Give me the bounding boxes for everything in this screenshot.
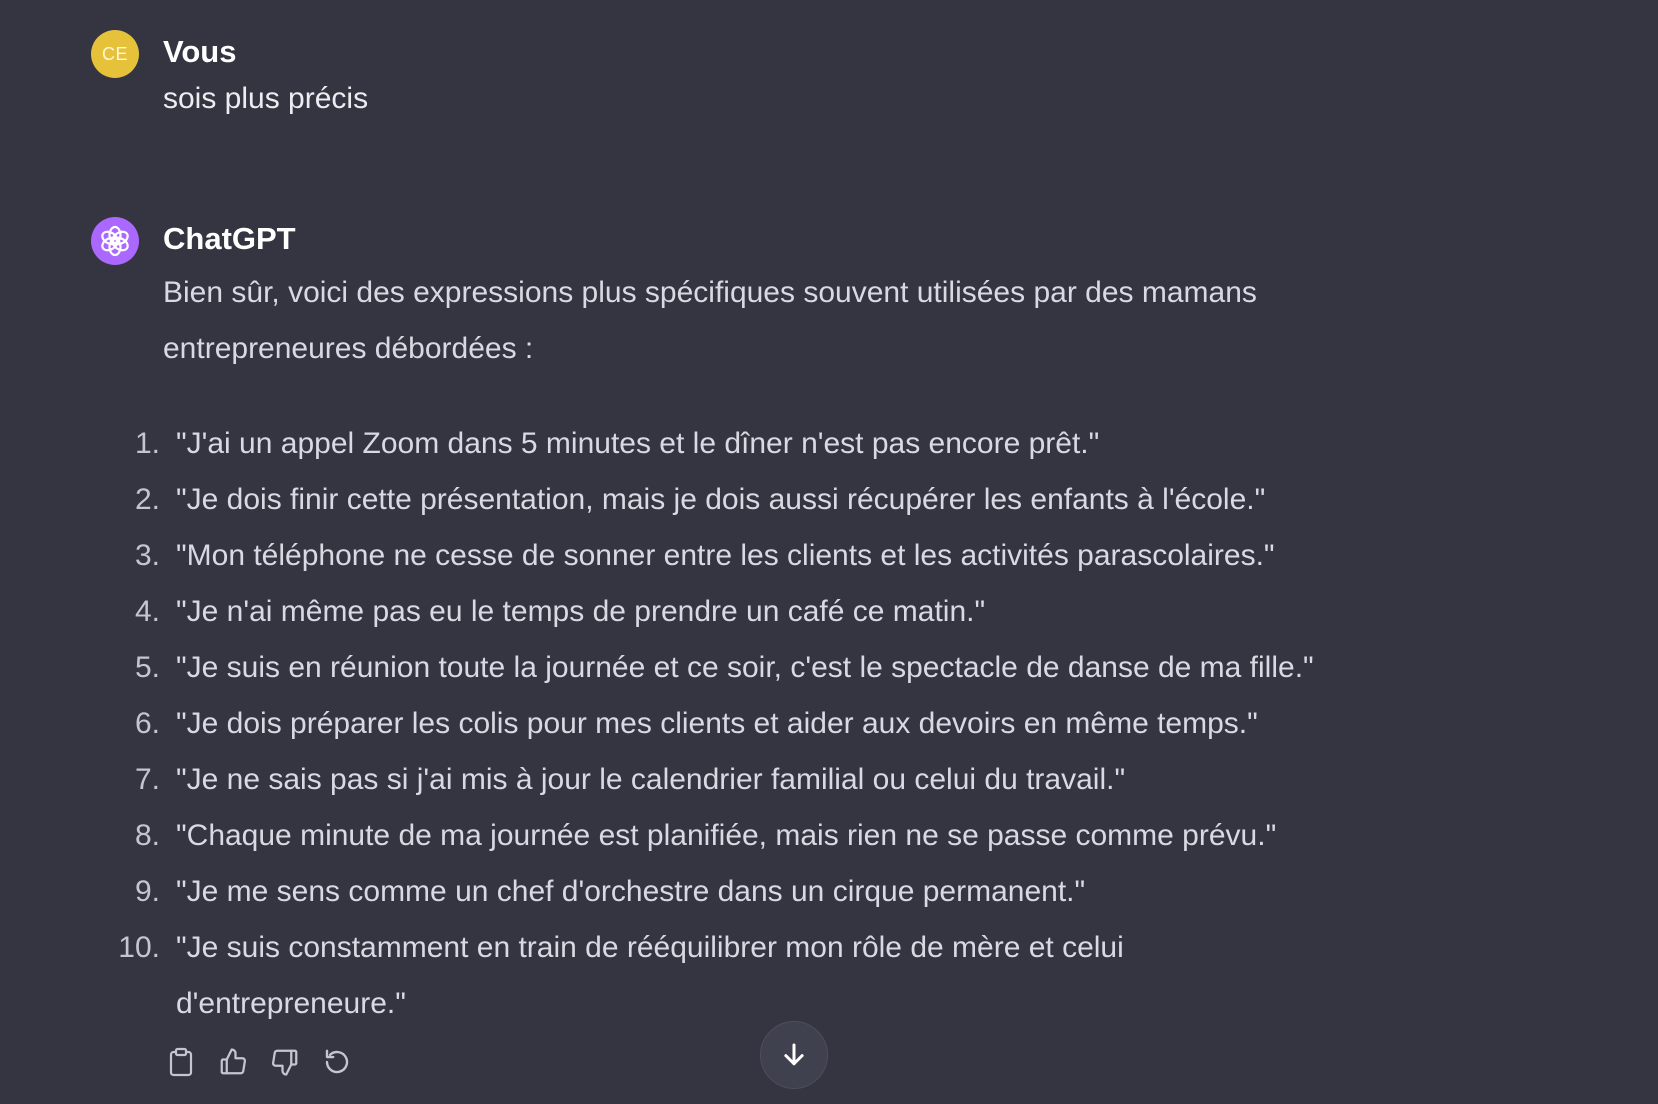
thumbs-down-button[interactable] [267,1044,303,1080]
list-item-number: 8. [134,819,160,852]
assistant-intro-text: Bien sûr, voici des expressions plus spécifiques souvent utilisées par des mamans entrepreneures débordées : [163,276,1257,365]
regenerate-button[interactable] [319,1044,355,1080]
list-item-text: "Je me sens comme un chef d'orchestre dans un cirque permanent." [176,875,1086,908]
user-author-name: Vous [163,34,237,69]
user-message-text: sois plus précis [163,82,369,115]
list-item-text: "Je suis constamment en train de rééquilibrer mon rôle de mère et celui d'entrepreneure." [176,931,1124,1020]
arrow-down-icon [779,1040,809,1070]
list-item [100,752,1400,808]
list-item [100,920,1400,1032]
user-avatar-initials: CE [101,43,128,64]
thumbs-up-button[interactable] [215,1044,251,1080]
list-item-text: "J'ai un appel Zoom dans 5 minutes et le dîner n'est pas encore prêt." [176,427,1100,460]
assistant-avatar [91,217,139,265]
thumbs-up-icon [218,1047,248,1077]
list-item-text: "Je dois préparer les colis pour mes clients et aider aux devoirs en même temps." [176,707,1258,740]
list-item-number: 1. [134,427,160,460]
list-item-text: "Mon téléphone ne cesse de sonner entre les clients et les activités parascolaires." [176,539,1275,572]
list-item [100,864,1400,920]
scroll-to-bottom-button[interactable] [760,1021,828,1089]
list-item-number: 10. [118,931,160,964]
list-item [100,640,1400,696]
list-item [100,808,1400,864]
list-item-number: 7. [134,763,160,796]
expressions-list [100,416,1400,1032]
openai-logo-icon [98,224,132,258]
list-item-text: "Je ne sais pas si j'ai mis à jour le calendrier familial ou celui du travail." [176,763,1126,796]
list-item-number: 4. [134,595,160,628]
message-actions [163,1044,355,1080]
thumbs-down-icon [270,1047,300,1077]
list-item [100,416,1400,472]
list-item [100,472,1400,528]
clipboard-icon [167,1047,195,1077]
user-avatar [91,30,139,78]
list-item-number: 6. [134,707,160,740]
list-item [100,528,1400,584]
list-item-number: 3. [134,539,160,572]
list-item [100,696,1400,752]
assistant-author-name: ChatGPT [163,221,296,256]
list-item-text: "Chaque minute de ma journée est planifiée, mais rien ne se passe comme prévu." [176,819,1277,852]
list-item [100,584,1400,640]
list-item-text: "Je dois finir cette présentation, mais je dois aussi récupérer les enfants à l'école." [176,483,1266,516]
list-item-number: 2. [134,483,160,516]
list-item-number: 5. [134,651,160,684]
list-item-text: "Je suis en réunion toute la journée et ce soir, c'est le spectacle de danse de ma fille." [176,651,1314,684]
list-item-number: 9. [134,875,160,908]
copy-button[interactable] [163,1044,199,1080]
list-item-text: "Je n'ai même pas eu le temps de prendre un café ce matin." [176,595,986,628]
regenerate-icon [322,1047,352,1077]
